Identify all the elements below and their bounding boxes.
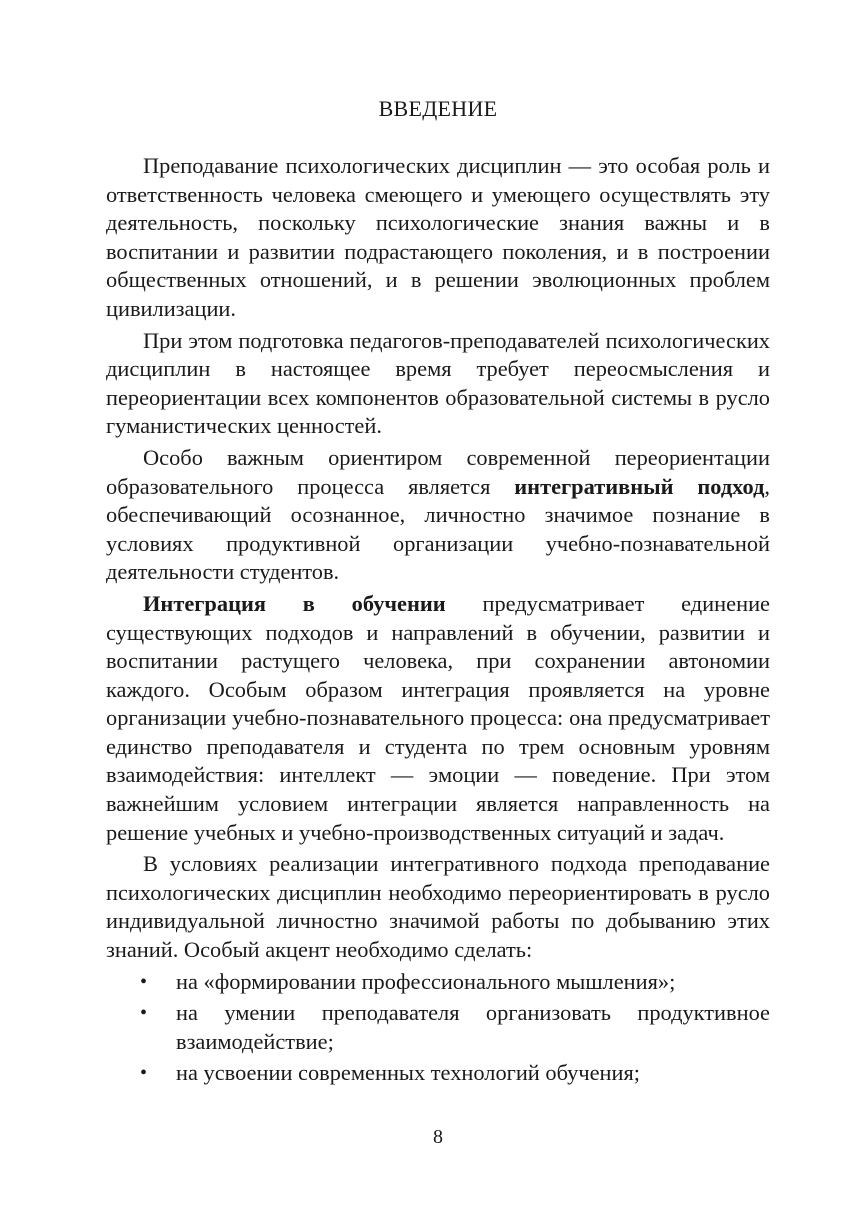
- section-heading: ВВЕДЕНИЕ: [378, 96, 498, 121]
- paragraph-text: В условиях реализации интегративного подхода преподавание психологических дисциплин необходимо переориентировать в русло индивидуальной личностно значимой работы по добыванию этих знаний. Особый акцент необходимо сделать:: [106, 851, 770, 963]
- list-item: [106, 1059, 770, 1088]
- bullet-list: [106, 968, 770, 1088]
- paragraph-text: , обеспечивающий осознанное, личностно значимое познание в условиях продуктивной организации учебно-познавательной деятельности студентов.: [106, 473, 771, 585]
- paragraph-5: [106, 850, 770, 964]
- paragraph-text: предусматривает единение существующих подходов и направлений в обучении, развитии и воспитании растущего человека, при сохранении автономии каждого. Особым образом интеграция проявляется на уровне организации учебно-познавательного процесса: она предусматривает единство преподавателя и студента по трем основным уровням взаимодействия: интеллект — эмоции — поведение. При этом важнейшим условием интеграции является направленность на решение учебных и учебно-производственных ситуаций и задач.: [106, 590, 770, 845]
- document-page: [106, 0, 770, 1211]
- list-item-text: на «формировании профессионального мышления»;: [176, 968, 676, 994]
- bold-term: интегративный подход: [514, 473, 765, 499]
- bullet-icon: •: [140, 1002, 148, 1025]
- bold-term: Интеграция в обучении: [143, 590, 446, 616]
- page-number: 8: [433, 1126, 443, 1148]
- paragraph-text: При этом подготовка педагогов-преподавателей психологических дисциплин в настоящее время требует переосмысления и переориентации всех компонентов образовательной системы в русло гуманистических ценностей.: [106, 327, 770, 439]
- paragraph-1: [106, 152, 770, 324]
- list-item: [106, 999, 770, 1056]
- list-item: [106, 968, 770, 997]
- paragraph-text: Особо важным ориентиром современной переориентации образовательного процесса является: [106, 444, 770, 499]
- body-text: [106, 152, 770, 1091]
- bullet-icon: •: [140, 1062, 148, 1085]
- list-item-text: на усвоении современных технологий обучения;: [176, 1060, 641, 1086]
- list-item-text: на умении преподавателя организовать продуктивное взаимодействие;: [176, 1000, 770, 1054]
- paragraph-text: Преподавание психологических дисциплин — это особая роль и ответственность человека смеющего и умеющего осуществлять эту деятельность, поскольку психологические знания важны и в воспитании и развитии подрастающего поколения, и в построении общественных отношений, и в решении эволюционных проблем цивилизации.: [106, 153, 770, 321]
- paragraph-2: [106, 327, 770, 441]
- paragraph-3: [106, 444, 770, 587]
- bullet-icon: •: [140, 970, 148, 993]
- paragraph-4: [106, 590, 770, 847]
